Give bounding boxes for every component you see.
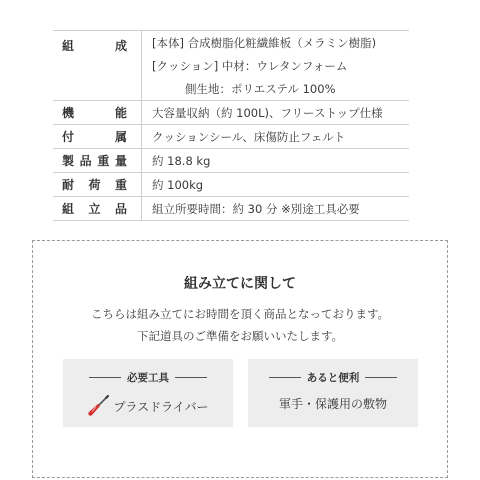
spec-value-line: 側生地：ポリエステル 100% [185, 81, 336, 96]
spec-value-line: 組立所要時間：約 30 分 ※別途工具必要 [152, 201, 360, 216]
spec-key-char: 立 [88, 202, 101, 216]
convenient-items-heading-text: あると便利 [306, 372, 360, 384]
spec-value-line: クッションシール、床傷防止フェルト [152, 129, 346, 144]
convenient-item [248, 395, 418, 412]
spec-row-function [53, 101, 409, 125]
spec-key-char: 荷 [88, 178, 101, 192]
required-tool-label: プラスドライバー [113, 399, 209, 414]
notice-body-line: こちらは組み立てにお時間を頂く商品となっております。 [90, 307, 390, 321]
spec-key-char: 耐 [62, 178, 75, 192]
spec-value [141, 125, 409, 148]
divider [175, 377, 207, 378]
spec-key-char: 属 [114, 130, 127, 144]
convenient-items-card [248, 359, 418, 427]
spec-value [141, 101, 409, 124]
spec-key-char: 機 [62, 106, 75, 120]
spec-key-char: 組 [62, 202, 75, 216]
required-tools-heading [63, 370, 233, 385]
spec-key [53, 149, 141, 172]
spec-key [53, 31, 141, 100]
spec-key-char: 組 [62, 39, 75, 53]
convenient-item-label: 軍手・保護用の敷物 [278, 397, 387, 411]
spec-value-line: 約 18.8 kg [152, 153, 211, 168]
spec-value-line: 約 100kg [152, 177, 204, 192]
convenient-items-heading [248, 370, 418, 385]
spec-value [141, 31, 409, 100]
spec-row-assembly [53, 197, 409, 221]
spec-value [141, 149, 409, 172]
divider [365, 377, 397, 378]
required-tool-item [63, 395, 233, 417]
spec-value [141, 197, 409, 220]
spec-key-char: 製 [62, 154, 75, 168]
spec-key-char: 品 [79, 154, 92, 168]
spec-row-accessories [53, 125, 409, 149]
spec-key [53, 125, 141, 148]
spec-key-char: 量 [114, 154, 127, 168]
spec-row-composition [53, 30, 409, 101]
spec-row-weight [53, 149, 409, 173]
spec-key-char: 成 [114, 39, 127, 53]
spec-key [53, 173, 141, 196]
spec-row-load-capacity [53, 173, 409, 197]
spec-key [53, 197, 141, 220]
spec-value-line: [クッション] 中材：ウレタンフォーム [152, 58, 348, 73]
spec-value [141, 173, 409, 196]
required-tools-card [63, 359, 233, 427]
notice-body [33, 303, 447, 347]
spec-key [53, 101, 141, 124]
spec-key-char: 品 [114, 202, 127, 216]
notice-title: 組み立てに関して [184, 276, 296, 292]
divider [89, 377, 121, 378]
spec-key-char: 重 [114, 178, 127, 192]
spec-value-line: [本体] 合成樹脂化粧繊維板（メラミン樹脂) [152, 35, 377, 50]
screwdriver-icon [87, 395, 109, 417]
spec-key-char: 付 [62, 130, 75, 144]
assembly-notice [32, 240, 448, 478]
spec-key-char: 能 [114, 106, 127, 120]
divider [269, 377, 301, 378]
spec-key-char: 重 [97, 154, 110, 168]
required-tools-heading-text: 必要工具 [127, 372, 169, 384]
notice-body-line: 下記道具のご準備をお願いいたします。 [136, 329, 344, 343]
spec-table [53, 30, 409, 221]
spec-value-line: 大容量収納（約 100L)、フリーストップ仕様 [152, 105, 383, 120]
